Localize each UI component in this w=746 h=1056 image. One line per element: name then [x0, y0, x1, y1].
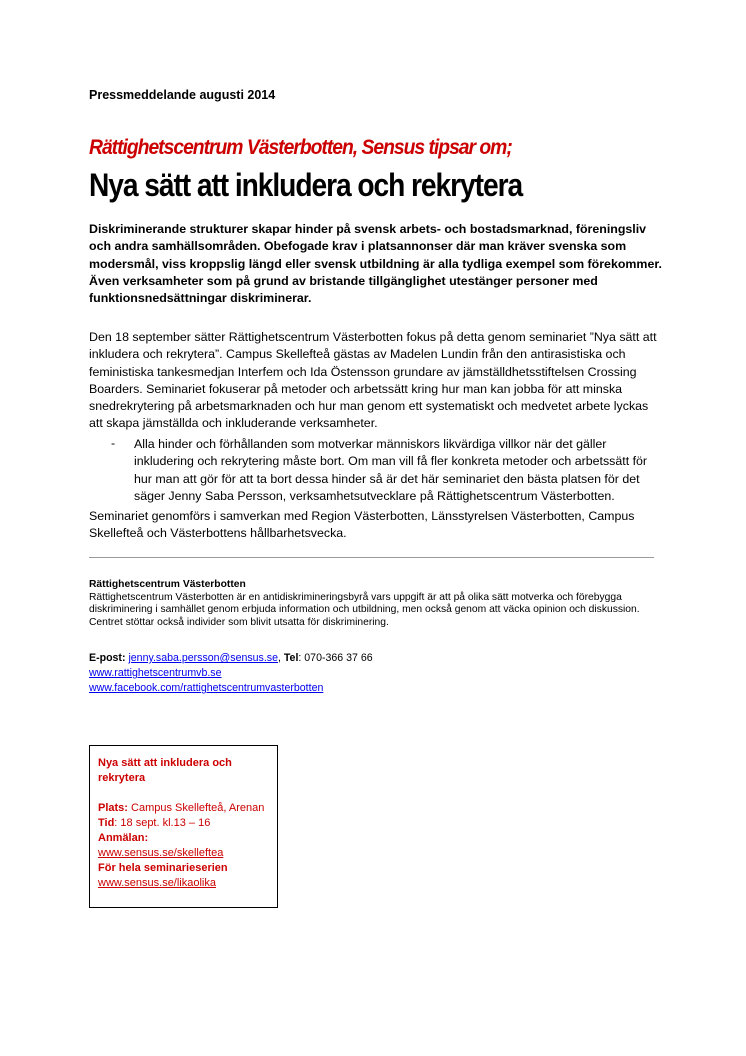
place-label: Plats:: [98, 802, 128, 814]
series-link[interactable]: www.sensus.se/likaolika: [98, 877, 216, 889]
org-title: Rättighetscentrum Västerbotten: [89, 579, 246, 590]
place-value: Campus Skellefteå, Arenan: [127, 802, 265, 814]
bullet-quote: Alla hinder och förhållanden som motverkar människors likvärdiga villkor när det gäller inkludering och rekrytering måste bort. Om man vill få fler konkreta metoder och arbetssätt för hur man att gör för att ta bort dessa hinder så är det här seminariet den bästa platsen för det säger Jenny Saba Persson, verksamhetsutvecklare på Rättighetscentrum Västerbotten.: [134, 437, 648, 503]
time-label: Tid: [98, 817, 115, 829]
date-line: Pressmeddelande augusti 2014: [89, 88, 276, 102]
bullet-marker: -: [111, 436, 116, 450]
event-title: Nya sätt att inkludera och rekrytera: [98, 757, 232, 784]
event-place: [98, 801, 269, 816]
org-description: Rättighetscentrum Västerbotten är en antidiskrimineringsbyrå vars uppgift är att på olika sätt motverka och förebygga diskriminering i samhället genom erbjuda information och utbildning, men också genom att väcka opinion och diskussion. Centret stöttar också individer som blivit utsatta för diskriminering.: [89, 591, 640, 628]
facebook-link[interactable]: www.facebook.com/rattighetscentrumvasterbotten: [89, 682, 324, 694]
signup-label: Anmälan:: [98, 832, 149, 844]
org-info: [89, 579, 664, 629]
event-info-box: [89, 745, 278, 908]
series-label: För hela seminarieserien: [98, 862, 228, 874]
body-paragraph-1: Den 18 september sätter Rättighetscentrum Västerbotten fokus på detta genom seminariet ”Nya sätt att inkludera och rekrytera”. Campus Skellefteå gästas av Madelen Lundin från den antirasistiska och feministiska tankesmedjan Interfem och Ida Östensson grundare av jämställdhetsstiftelsen Crossing Boarders. Seminariet fokuserar på metoder och arbetssätt kring hur man kan jobba för att minska snedrekrytering på arbetsmarknaden och hur man genom ett systematiskt och medvetet arbete lyckas att skapa jämställda och inkluderande verksamheter.: [89, 330, 657, 431]
time-value: : 18 sept. kl.13 – 16: [114, 817, 211, 829]
phone-label: Tel: [283, 652, 299, 664]
divider: [89, 557, 654, 558]
email-link[interactable]: jenny.saba.persson@sensus.se: [128, 652, 278, 664]
event-time: [98, 816, 269, 831]
website-link[interactable]: www.rattighetscentrumvb.se: [89, 667, 222, 679]
page-title: Nya sätt att inkludera och rekrytera: [89, 167, 523, 203]
contact-separator: ,: [277, 652, 284, 664]
lead-paragraph: Diskriminerande strukturer skapar hinder på svensk arbets- och bostadsmarknad, föreningsliv och andra samhällsområden. Obefogade krav i platsannonser där man kräver svenska som modersmål, viss kroppslig längd eller svensk utbildning är alla tydliga exempel som förekommer. Även verksamheter som på grund av bristande tillgänglighet utestänger personer med funktionsnedsättningar diskriminerar.: [89, 222, 662, 306]
body-paragraph-2: Seminariet genomförs i samverkan med Region Västerbotten, Länsstyrelsen Västerbotten, Campus Skellefteå och Västerbottens hållbarhetsvecka.: [89, 509, 635, 541]
contact-line: [89, 651, 373, 666]
email-label: E-post:: [89, 652, 126, 664]
signup-link[interactable]: www.sensus.se/skelleftea: [98, 847, 224, 859]
kicker-heading: Rättighetscentrum Västerbotten, Sensus tipsar om;: [89, 136, 512, 159]
contact-block: [89, 651, 373, 696]
phone-number: : 070-366 37 66: [298, 652, 373, 664]
